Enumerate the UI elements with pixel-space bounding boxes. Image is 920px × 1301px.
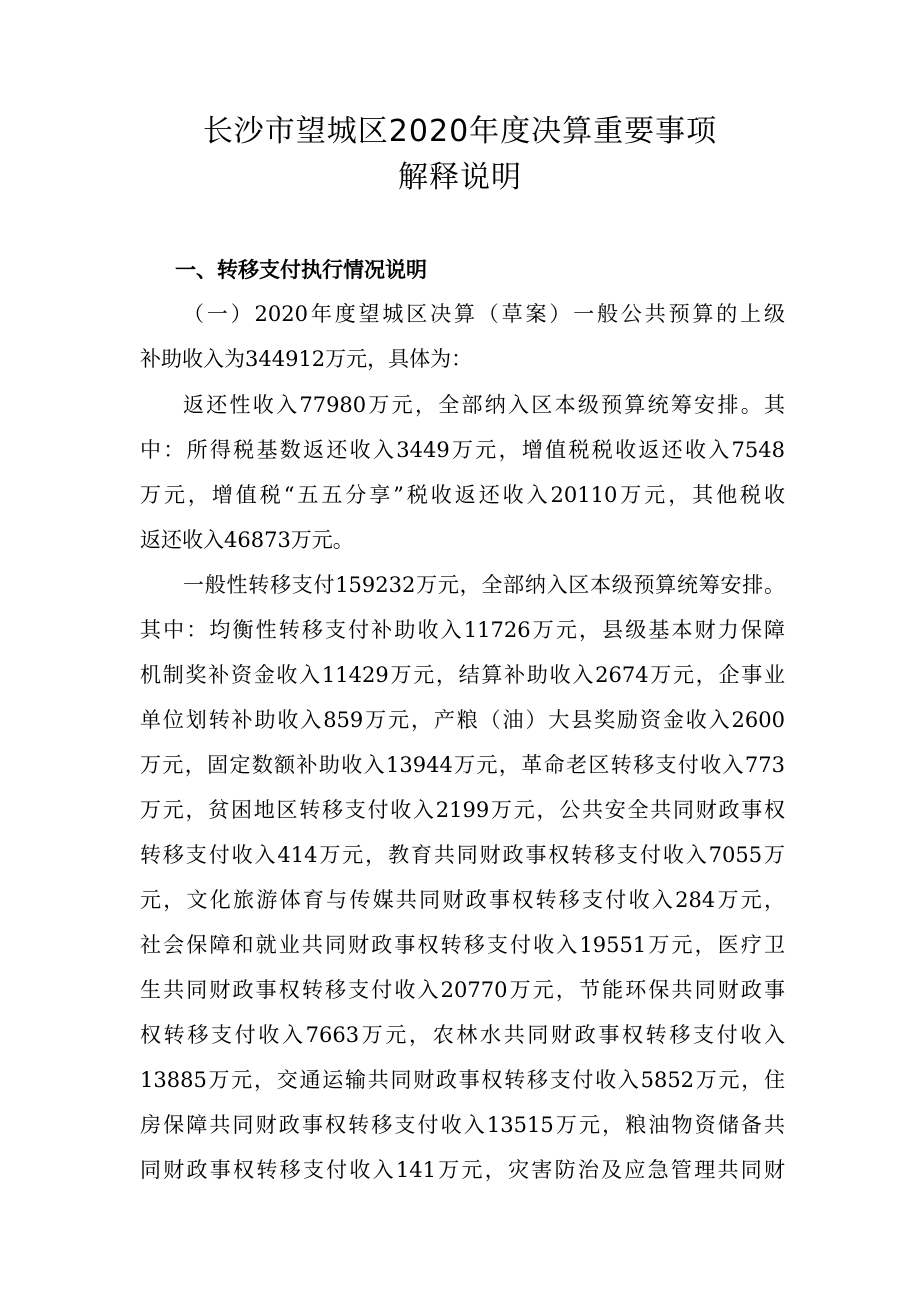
section-heading: 一、转移支付执行情况说明 xyxy=(175,258,427,282)
body-line: 生共同财政事权转移支付收入20770万元，节能环保共同财政事 xyxy=(140,978,785,1002)
body-line: 补助收入为344912万元，具体为： xyxy=(140,347,473,371)
body-line: 同财政事权转移支付收入141万元，灾害防治及应急管理共同财 xyxy=(140,1158,785,1182)
body-line: 返还性收入77980万元，全部纳入区本级预算统筹安排。其 xyxy=(183,393,785,417)
body-line: （一）2020年度望城区决算（草案）一般公共预算的上级 xyxy=(183,302,785,326)
body-line: 房保障共同财政事权转移支付收入13515万元，粮油物资储备共 xyxy=(140,1113,785,1137)
body-line: 机制奖补资金收入11429万元，结算补助收入2674万元，企事业 xyxy=(140,663,785,687)
body-line: 转移支付收入414万元，教育共同财政事权转移支付收入7055万 xyxy=(140,843,785,867)
body-line: 一般性转移支付159232万元，全部纳入区本级预算统筹安排。 xyxy=(183,573,785,597)
body-line: 返还收入46873万元。 xyxy=(140,528,354,552)
body-line: 权转移支付收入7663万元，农林水共同财政事权转移支付收入 xyxy=(140,1023,785,1047)
body-line: 其中：均衡性转移支付补助收入11726万元，县级基本财力保障 xyxy=(140,618,785,642)
body-line: 万元，增值税“五五分享”税收返还收入20110万元，其他税收 xyxy=(140,483,785,507)
body-line: 万元，固定数额补助收入13944万元，革命老区转移支付收入773 xyxy=(140,753,785,777)
body-line: 万元，贫困地区转移支付收入2199万元，公共安全共同财政事权 xyxy=(140,798,785,822)
body-line: 13885万元，交通运输共同财政事权转移支付收入5852万元，住 xyxy=(140,1068,785,1092)
body-line: 单位划转补助收入859万元，产粮（油）大县奖励资金收入2600 xyxy=(140,708,785,732)
body-line: 社会保障和就业共同财政事权转移支付收入19551万元，医疗卫 xyxy=(140,933,785,957)
document-title: 长沙市望城区2020年度决算重要事项 xyxy=(202,114,718,149)
body-line: 中：所得税基数返还收入3449万元，增值税税收返还收入7548 xyxy=(140,438,785,462)
body-line: 元，文化旅游体育与传媒共同财政事权转移支付收入284万元， xyxy=(140,888,785,912)
document-subtitle: 解释说明 xyxy=(398,160,522,195)
